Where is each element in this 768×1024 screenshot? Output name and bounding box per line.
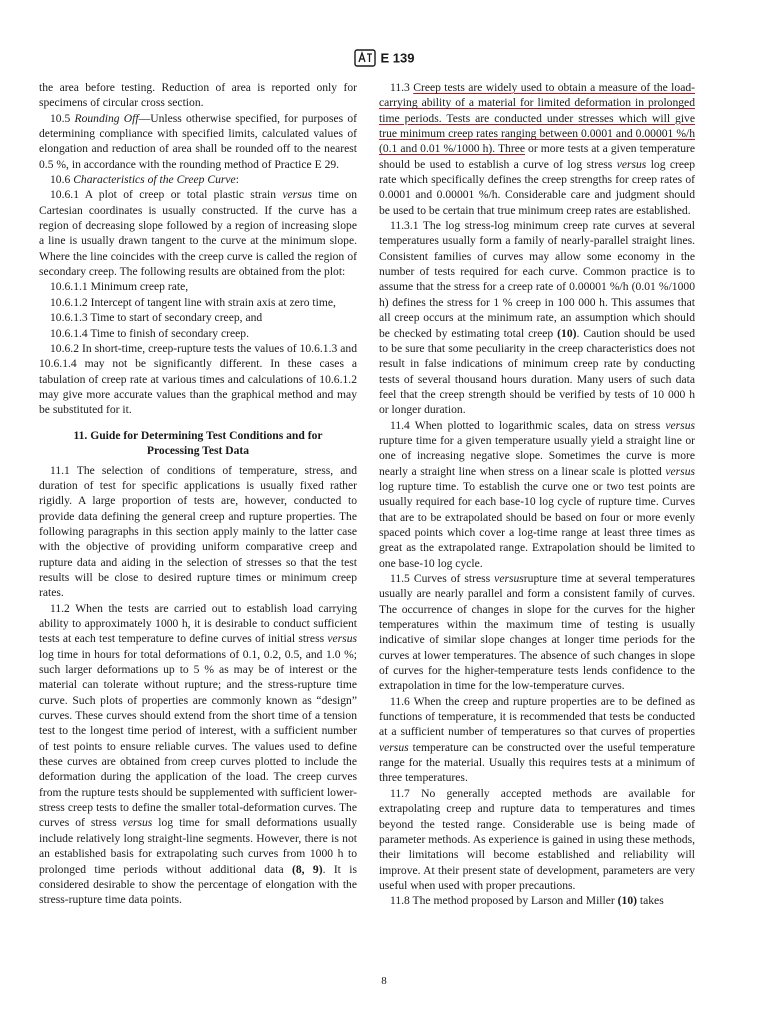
paragraph-10-6: 10.6 Characteristics of the Creep Curve: <box>50 173 239 187</box>
paragraph-11-5: 11.5 Curves of stress versusrupture time at several temperatures usually are nearly parallel and form a consistent family of curves. The occurrence of changes in slope for the curves for the higher temperatures within the maximum time of testing is usually indicative of similar slope changes at longer time periods for the curves at lower temperatures. The absence of such changes in slope of curves for the higher-temperature tests lends confidence to the extrapolation in time for the low-temperature curves. <box>379 572 695 693</box>
paragraph-11-8: 11.8 The method proposed by Larson and Miller (10) takes <box>390 894 664 908</box>
paragraph-11-6: 11.6 When the creep and rupture properties are to be defined as functions of temperature, it is recommended that tests be conducted at a sufficient number of temperatures so that curves of properties versus temperature can be constructed over the useful temperature range for the material. Usually this requires tests at a minimum of three temperatures. <box>379 694 695 785</box>
section-title: Rounding Off <box>74 111 139 125</box>
paragraph-11-1: 11.1 The selection of conditions of temperature, stress, and duration of test for specific applications is usually fixed rather rigidly. A large proportion of tests are, however, conducted to provide data defining the general creep and rupture properties. The following paragraphs in this section apply mainly to the latter case with the objective of providing uniform comparative creep and rupture data and aiding in the selection of stresses so that the test results will be close to desired rupture times or minimum creep rates. <box>39 463 357 600</box>
standard-designation: E 139 <box>380 50 415 66</box>
paragraph-10-6-1-3: 10.6.1.3 Time to start of secondary creep, and <box>50 311 263 325</box>
paragraph-10-6-2: 10.6.2 In short-time, creep-rupture tests the values of 10.6.1.3 and 10.6.1.4 may not be significantly different. In these cases a tabulation of creep rate at various times and calculations of 10.6.1.2 may give more accurate values than the graphical method and may be substituted for it. <box>39 341 357 417</box>
paragraph-11-3: 11.3 Creep tests are widely used to obtain a measure of the load-carrying ability of a material for limited deformation in prolonged time periods. Tests are conducted under stresses which will give true minimum creep rates ranging between 0.0001 and 0.00001 %/h (0.1 and 0.01 %/1000 h). Three or more tests at a given temperature should be used to establish a curve of log stress versus log creep rate which specifically defines the creep strengths for creep rates of 0.0001 and 0.00001 %/h. Considerable care and judgment should be used to be certain that true minimum creep rates are established. <box>379 81 695 217</box>
reference: (10) <box>617 894 637 908</box>
reference: (10) <box>557 326 577 340</box>
paragraph-10-6-1-4: 10.6.1.4 Time to finish of secondary creep. <box>50 326 249 340</box>
paragraph-10-6-1-1: 10.6.1.1 Minimum creep rate, <box>50 280 189 294</box>
right-column <box>379 80 695 909</box>
paragraph-10-6-1-2: 10.6.1.2 Intercept of tangent line with strain axis at zero time, <box>50 295 336 309</box>
paragraph-10-5: 10.5 Rounding Off—Unless otherwise specified, for purposes of determining compliance with specified limits, calculated values of elongation and reduction of area shall be rounded off to the nearest 0.5 %, in accordance with the rounding method of Practice E 29. <box>39 111 357 171</box>
red-underlined-text: Creep tests are widely used to obtain a measure of the load-carrying ability of a material for limited deformation in prolonged time periods. Tests are conducted under stresses which will give true minimum creep rates ranging between 0.0001 and 0.00001 %/h (0.1 and 0.01 %/1000 h). Three <box>379 81 695 156</box>
section-11-heading: 11. Guide for Determining Test Conditions and for Processing Test Data <box>73 428 323 457</box>
left-column <box>39 80 357 908</box>
paragraph-10-4-end: the area before testing. Reduction of area is reported only for specimens of circular cross section. <box>39 81 357 110</box>
paragraph-11-2: 11.2 When the tests are carried out to establish load carrying ability to approximately 1000 h, it is desirable to conduct sufficient tests at each test temperature to define curves of initial stress versus log time in hours for total deformations of 0.1, 0.2, 0.5, and 1.0 %; such larger deformations up to 5 % as may be of interest or the material can tolerate without rupture; and the stress-rupture time curve. Such plots of properties are commonly known as “design” curves. These curves should extend from the short time of a tension test to the longest time period of interest, with a sufficient number of test points to ensure reliable curves. The values used to define these curves are obtained from creep curves plotted to include the deformation during the application of the load. The creep curves from the rupture tests should be supplemented with sufficient lower-stress creep tests to define the smaller total-deformation curves. The curves of stress versus log time for small deformations usually include relatively long straight-line segments. However, there is not an established basis for extrapolating such curves from 1000 h to prolonged time periods without additional data (8, 9). It is considered desirable to show the percentage of elongation with the stress-rupture time data points. <box>39 601 357 907</box>
page-header <box>0 49 768 67</box>
paragraph-10-6-1: 10.6.1 A plot of creep or total plastic strain versus time on Cartesian coordinates is usually constructed. If the curve has a region of decreasing slope followed by a region of increasing slope a line is usually drawn tangent to the curve at the minimum slope. Where the line coincides with the creep curve is called the region of secondary creep. The following results are obtained from the plot: <box>39 188 357 279</box>
paragraph-11-7: 11.7 No generally accepted methods are available for extrapolating creep and rupture data to temperatures and times beyond the tested range. Considerable use is being made of parameter methods. As experience is gained in using these methods, their limitations will become established and reliability will improve. At their present state of development, parameters are very useful when used with proper precautions. <box>379 786 695 892</box>
section-title: Characteristics of the Creep Curve <box>73 173 236 187</box>
paragraph-11-3-1: 11.3.1 The log stress-log minimum creep rate curves at several temperatures usually form a family of nearly-parallel straight lines. Consistent families of curves may allow some economy in the number of tests required for each curve. Common practice is to assume that the stress for a creep rate of 0.00001 %/h (0.01 %/1000 h) defines the stress for 1 % creep in 100 000 h. This assumes that all creep occurs at the minimum rate, an assumption which should be checked by estimating total creep (10). Caution should be used to be sure that some peculiarity in the creep characteristics does not result in false indications of minimum creep rate by conducting tests of several thousand hours duration. Many users of such data feel that the creep strength should be verified by tests of 10 000 h or longer duration. <box>379 219 695 417</box>
paragraph-11-4: 11.4 When plotted to logarithmic scales, data on stress versus rupture time for a given temperature usually yield a straight line or one of increasing negative slope. Sometimes the curve is more nearly a straight line when stress on a linear scale is plotted versus log rupture time. To establish the curve one or two test points are usually required for each base-10 log cycle of rupture time. Curves that are to be extrapolated should be based on four or more evenly spaced points which cover a log-time range at least three times as great as the extrapolated range. Extrapolation should be limited to one base-10 log cycle. <box>379 418 695 570</box>
page-number: 8 <box>381 975 387 987</box>
reference: (8, 9) <box>291 862 323 876</box>
astm-logo-icon <box>354 49 376 67</box>
